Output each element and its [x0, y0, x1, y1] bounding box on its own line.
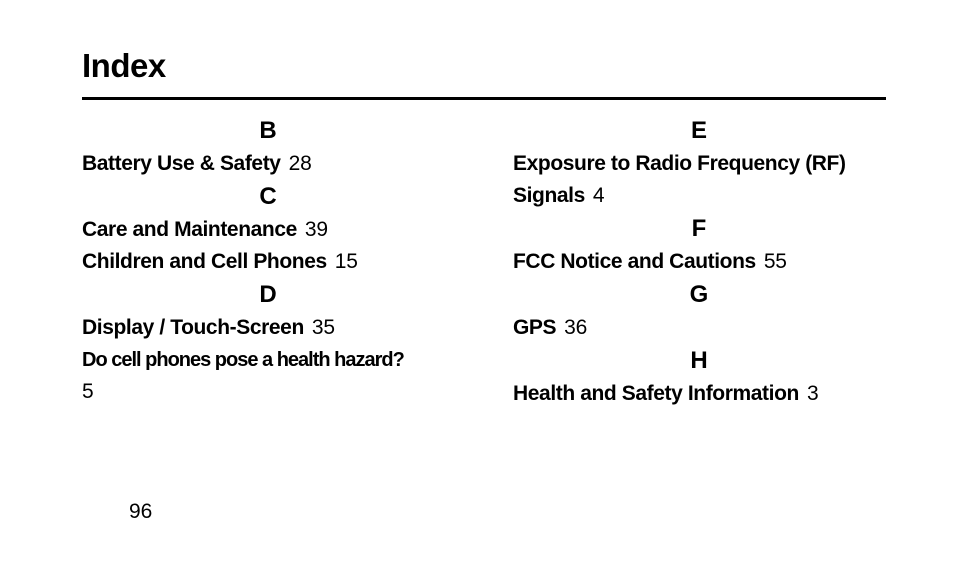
index-term: Display / Touch-Screen	[82, 316, 304, 339]
index-page-ref: 28	[288, 152, 312, 175]
index-term: Care and Maintenance	[82, 218, 297, 241]
index-entry	[513, 148, 885, 212]
index-term: Do cell phones pose a health hazard?	[82, 349, 404, 371]
page-number: 96	[129, 500, 153, 523]
index-letter-h: H	[690, 347, 708, 374]
index-page-ref: 5	[82, 380, 94, 403]
index-entry	[82, 214, 454, 246]
index-entry	[82, 148, 454, 180]
index-entry	[513, 312, 885, 344]
index-entry	[513, 378, 885, 410]
index-page-ref: 39	[304, 218, 328, 241]
index-term: Children and Cell Phones	[82, 250, 327, 273]
index-page-ref: 55	[763, 250, 787, 273]
index-letter-f: F	[691, 215, 707, 242]
index-term: Exposure to Radio Frequency (RF) Signals	[513, 152, 846, 207]
index-term: Health and Safety Information	[513, 382, 799, 405]
index-letter-g: G	[689, 281, 709, 308]
index-term: FCC Notice and Cautions	[513, 250, 756, 273]
index-letter-e: E	[690, 117, 707, 144]
title-divider	[82, 97, 886, 100]
index-entry	[513, 246, 885, 278]
index-column-left	[82, 114, 454, 408]
page-title: Index	[82, 47, 166, 84]
index-column-right	[513, 114, 885, 410]
index-entry	[82, 344, 454, 408]
index-letter-c: C	[259, 183, 277, 210]
index-entry	[82, 312, 454, 344]
index-page-ref: 15	[334, 250, 358, 273]
index-term: Battery Use & Safety	[82, 152, 281, 175]
index-page-ref: 36	[564, 316, 588, 339]
index-page-ref: 4	[592, 184, 605, 207]
index-letter-d: D	[259, 281, 277, 308]
index-page-ref: 35	[311, 316, 335, 339]
index-term: GPS	[513, 316, 557, 339]
index-letter-b: B	[259, 117, 277, 144]
index-page-ref: 3	[806, 382, 819, 405]
index-entry	[82, 246, 454, 278]
